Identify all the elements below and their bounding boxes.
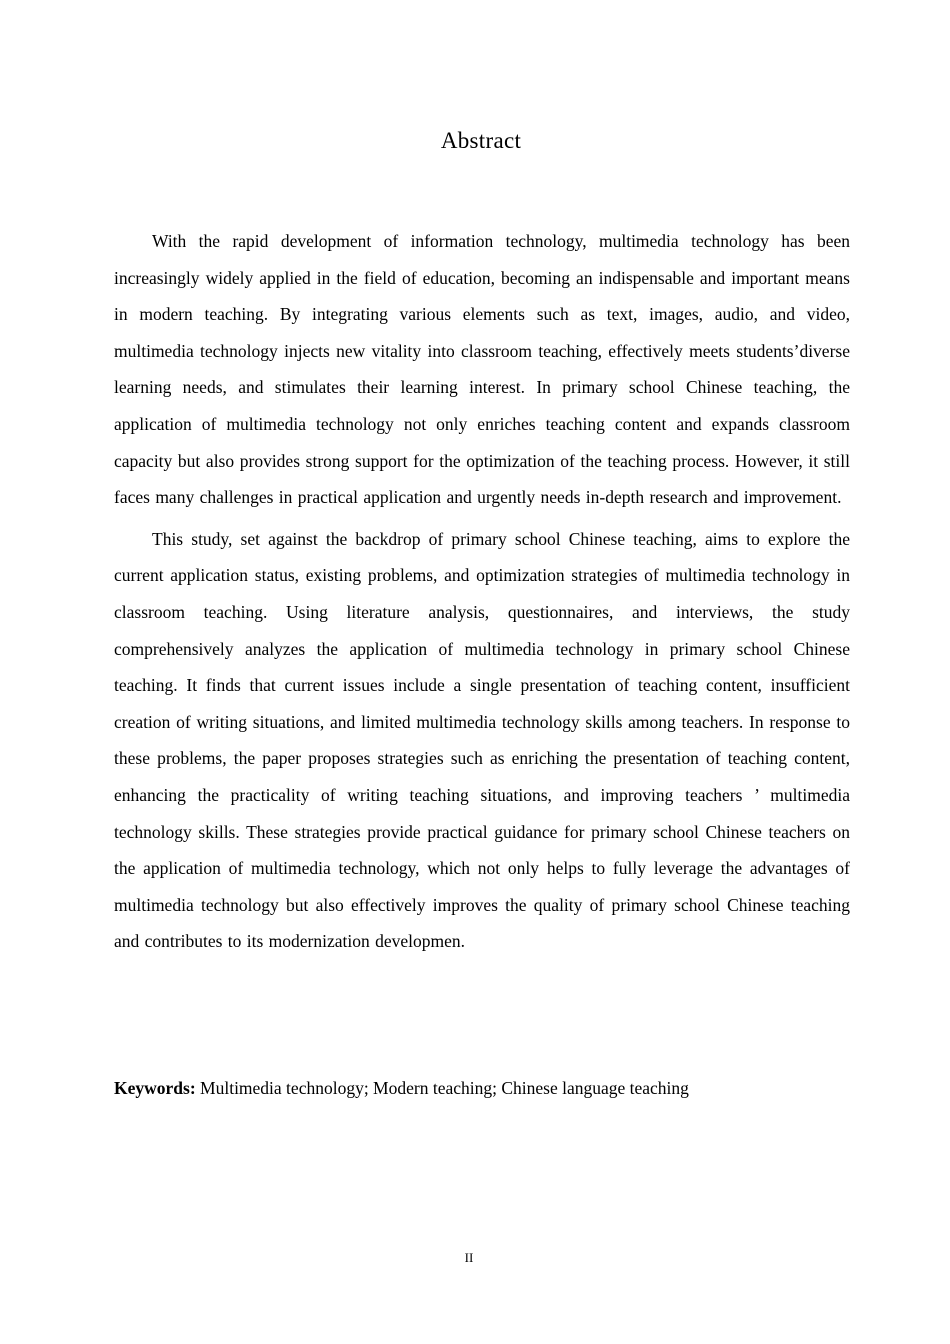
page-number: II [464,1250,474,1265]
keywords-label: Keywords: [114,1078,196,1098]
abstract-title: Abstract [440,128,522,153]
abstract-paragraph-1: With the rapid development of information technology, multimedia technology has been increasingly widely applied in the field of education, becoming an indispensable and important means in modern teaching. By integrating various elements such as text, images, audio, and video, multimedia technology injects new vitality into classroom teaching, effectively meets students’diverse learning needs, and stimulates their learning interest. In primary school Chinese teaching, the application of multimedia technology not only enriches teaching content and expands classroom capacity but also provides strong support for the optimization of the teaching process. However, it still faces many challenges in practical application and urgently needs in-depth research and improvement. [114,231,850,508]
keywords-text: Multimedia technology; Modern teaching; Chinese language teaching [200,1078,689,1098]
abstract-body [114,223,850,960]
abstract-paragraph-2: This study, set against the backdrop of primary school Chinese teaching, aims to explore the current application status, existing problems, and optimization strategies of multimedia technology in classroom teaching. Using literature analysis, questionnaires, and interviews, the study comprehensively analyzes the application of multimedia technology in primary school Chinese teaching. It finds that current issues include a single presentation of teaching content, insufficient creation of writing situations, and limited multimedia technology skills among teachers. In response to these problems, the paper proposes strategies such as enriching the presentation of teaching content, enhancing the practicality of writing teaching situations, and improving teachers ’ multimedia technology skills. These strategies provide practical guidance for primary school Chinese teachers on the application of multimedia technology, which not only helps to fully leverage the advantages of multimedia technology but also effectively improves the quality of primary school Chinese teaching and contributes to its modernization developmen. [114,528,850,952]
keywords-line [114,1074,850,1102]
